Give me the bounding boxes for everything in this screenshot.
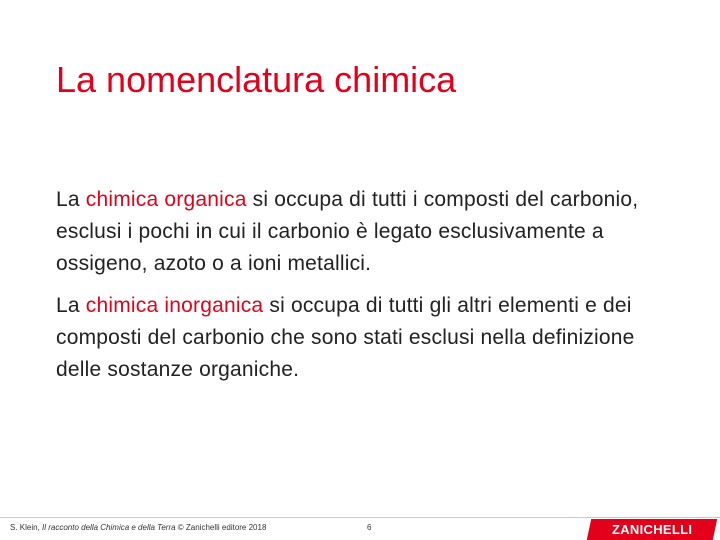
logo-text: ZANICHELLI [611, 522, 693, 537]
paragraph-lead: La [56, 188, 86, 211]
footer-divider [0, 517, 720, 518]
credit-publisher: © Zanichelli editore 2018 [175, 523, 267, 532]
paragraph-inorganic-chemistry [56, 290, 680, 386]
footer-credit [10, 522, 266, 534]
paragraph-text: si occupa di tutti i composti del carbonio, esclusi i pochi in cui il carbonio è legato esclusivamente a ossigeno, azoto o a ioni metallici. [56, 188, 639, 275]
page-number: 6 [367, 523, 372, 532]
credit-author: S. Klein, [10, 523, 43, 532]
slide-title: La nomenclatura chimica [56, 59, 457, 100]
credit-book-title: Il racconto della Chimica e della Terra [42, 523, 176, 532]
slide-body [56, 184, 680, 396]
highlight-term-inorganic: chimica inorganica [85, 294, 264, 317]
paragraph-organic-chemistry [56, 184, 680, 280]
zanichelli-logo [587, 519, 717, 540]
paragraph-lead: La [56, 294, 86, 317]
paragraph-text: si occupa di tutti gli altri elementi e dei composti del carbonio che sono stati esclusi nella definizione delle sostanze organiche. [56, 294, 635, 381]
highlight-term-organic: chimica organica [85, 188, 247, 211]
